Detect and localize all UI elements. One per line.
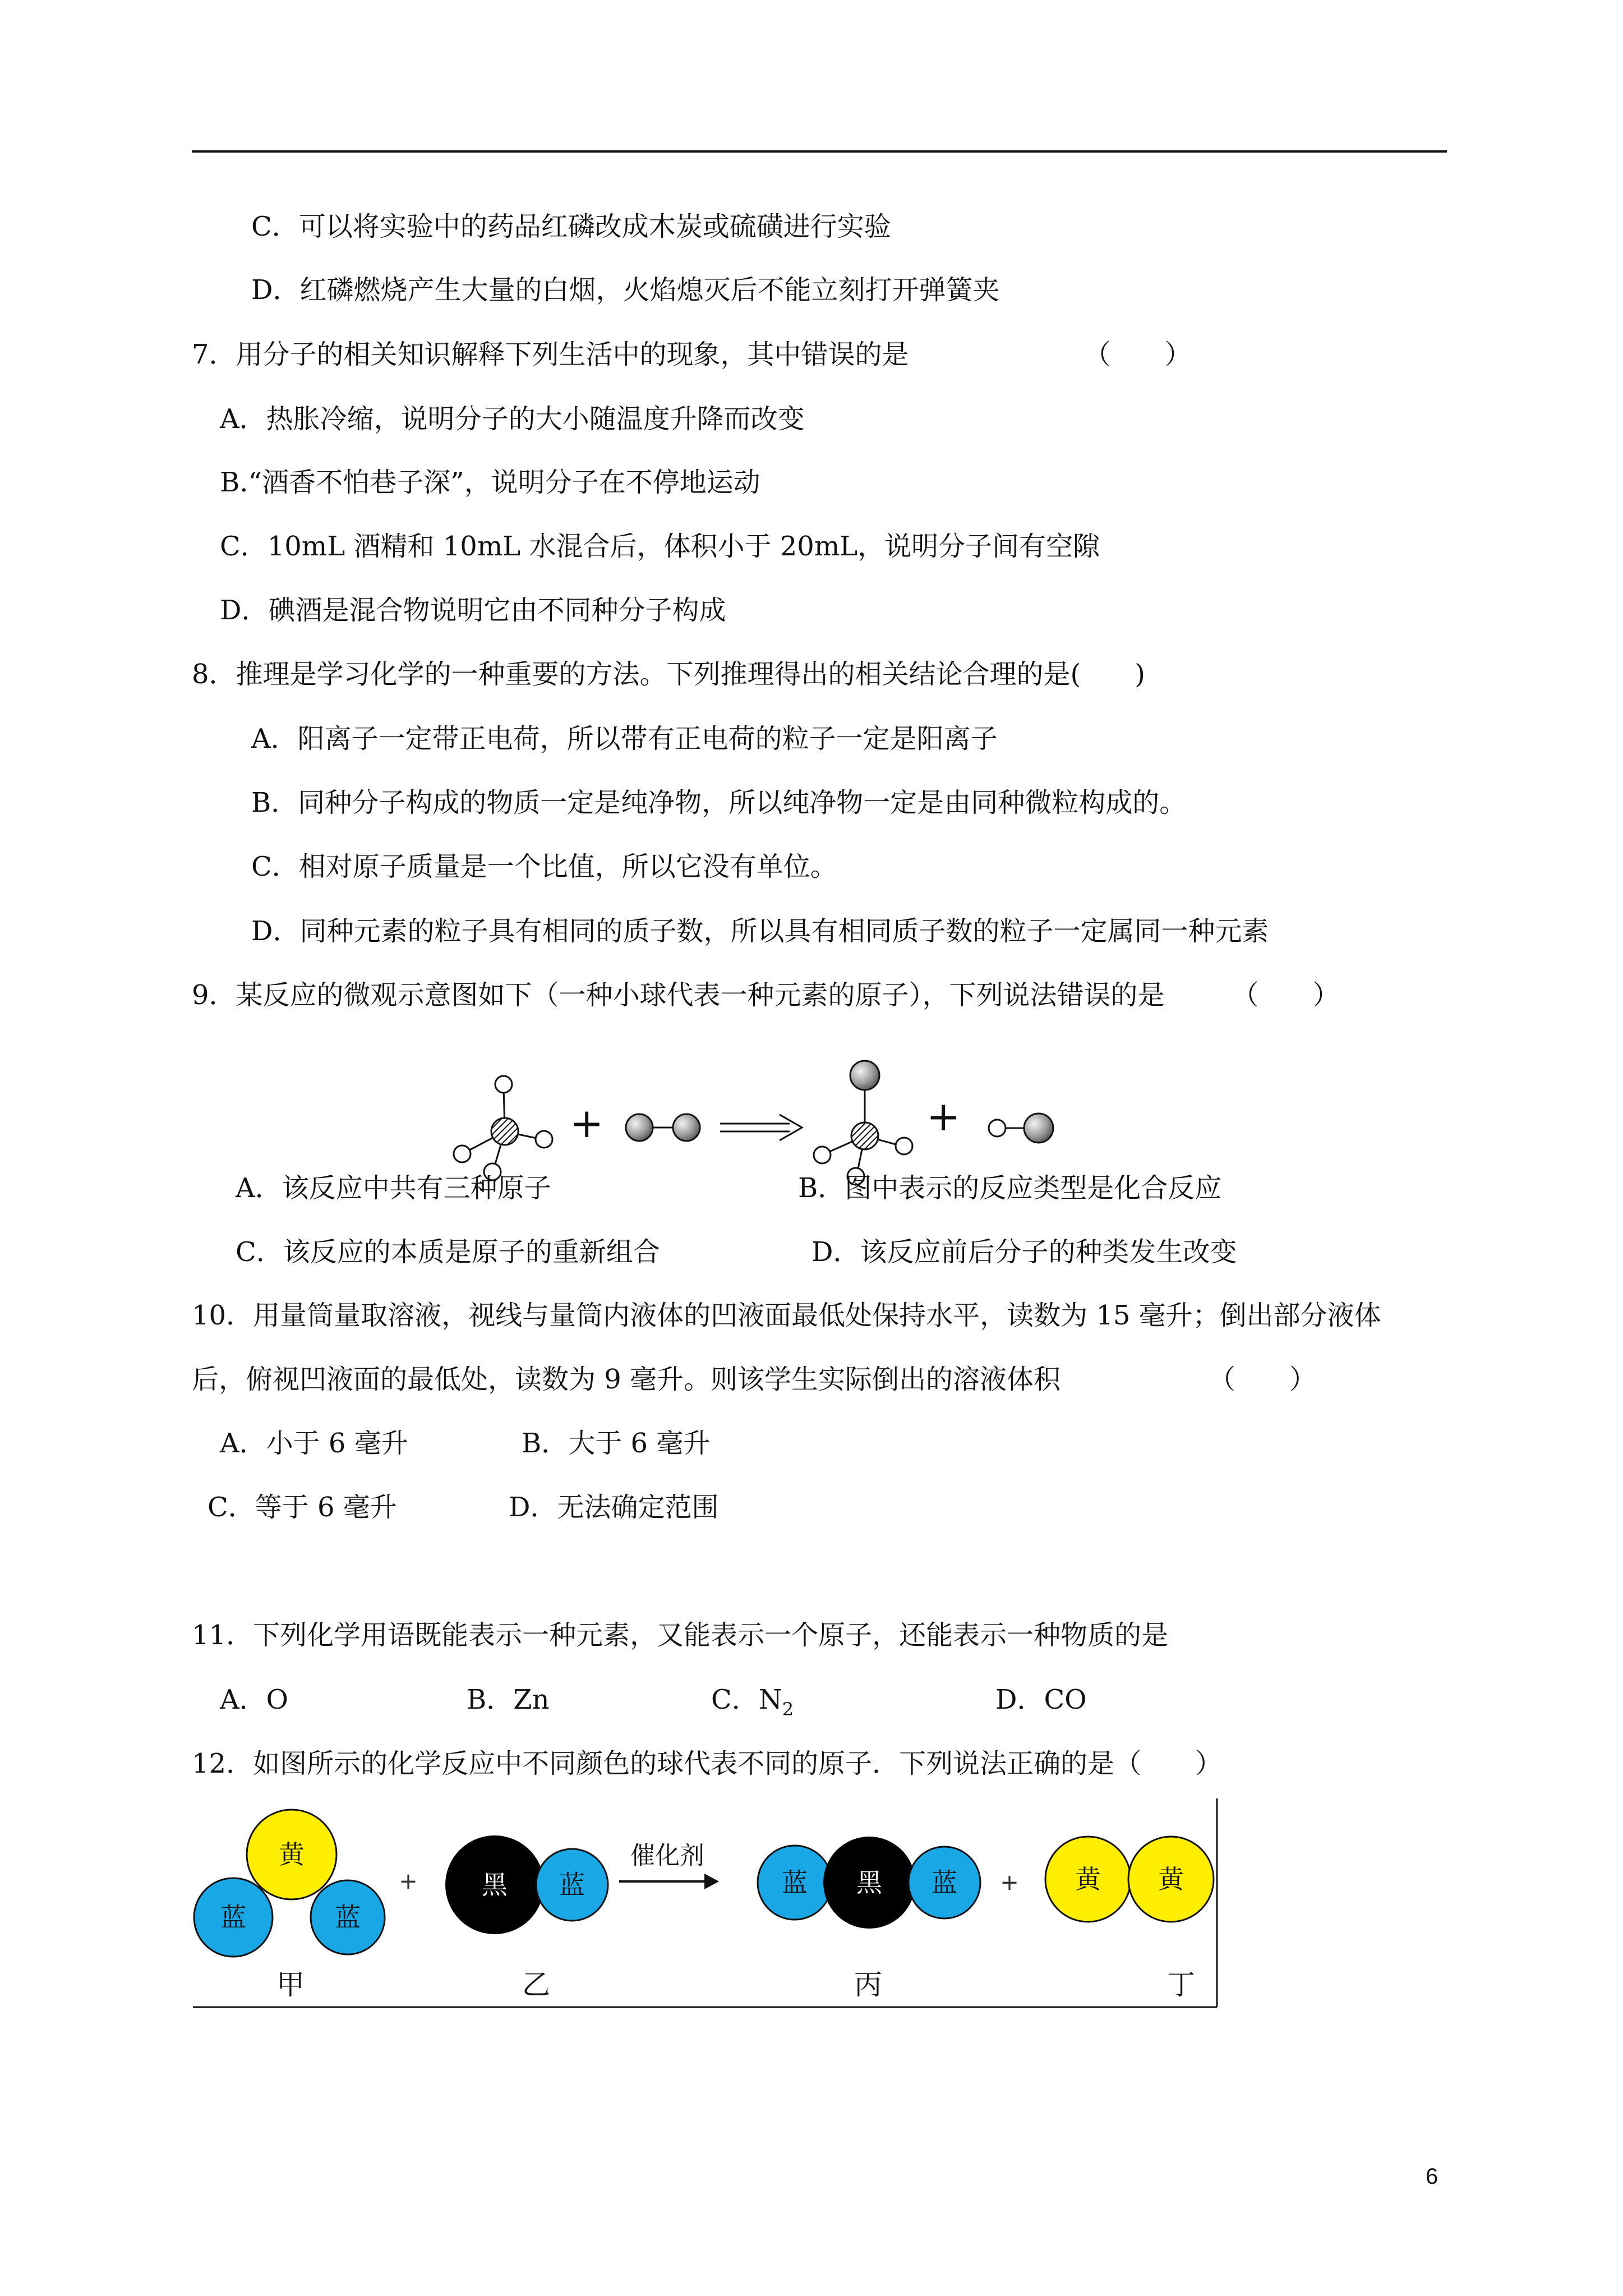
svg-text:黄: 黄 xyxy=(1075,1864,1101,1894)
molecule-ding xyxy=(1045,1837,1214,1922)
svg-text:蓝: 蓝 xyxy=(220,1902,246,1932)
q11-stem: 11．下列化学用语既能表示一种元素，又能表示一个原子，还能表示一种物质的是 xyxy=(192,1619,1169,1651)
q7-option-c: C．10mL 酒精和 10mL 水混合后，体积小于 20mL，说明分子间有空隙 xyxy=(220,531,1100,562)
svg-text:黑: 黑 xyxy=(856,1867,882,1898)
q9-option-c: C．该反应的本质是原子的重新组合 xyxy=(236,1236,660,1268)
page-number: 6 xyxy=(1426,2164,1438,2189)
svg-text:黄: 黄 xyxy=(279,1839,305,1870)
molecule-jia xyxy=(194,1810,385,1957)
q9-stem: 9．某反应的微观示意图如下（一种小球代表一种元素的原子），下列说法错误的是 （ ） xyxy=(192,979,1340,1011)
q10-stem-line2: 后，俯视凹液面的最低处，读数为 9 毫升。则该学生实际倒出的溶液体积 （ ） xyxy=(192,1364,1317,1395)
reactant-molecule-2 xyxy=(626,1114,700,1141)
svg-text:蓝: 蓝 xyxy=(932,1867,957,1898)
plus-sign-1: + xyxy=(570,1099,604,1147)
q11-option-b: B．Zn xyxy=(467,1684,550,1715)
q7-option-b: B.“酒香不怕巷子深”，说明分子在不停地运动 xyxy=(220,467,760,498)
reaction-arrow xyxy=(720,1115,802,1140)
svg-text:蓝: 蓝 xyxy=(559,1870,585,1900)
plus-sign-2: + xyxy=(1000,1870,1019,1895)
q9-option-d: D．该反应前后分子的种类发生改变 xyxy=(811,1236,1237,1268)
q7-option-a: A．热胀冷缩，说明分子的大小随温度升降而改变 xyxy=(220,403,805,435)
catalyst-arrow xyxy=(619,1874,719,1889)
q9-option-b: B．图中表示的反应类型是化合反应 xyxy=(798,1172,1222,1204)
q7-option-d: D．碘酒是混合物说明它由不同种分子构成 xyxy=(220,595,726,626)
label-jia: 甲 xyxy=(276,1968,305,2001)
q10-option-a: A．小于 6 毫升 xyxy=(220,1428,408,1459)
label-yi: 乙 xyxy=(522,1968,550,2001)
label-bing: 丙 xyxy=(854,1968,882,2001)
q10-option-d: D．无法确定范围 xyxy=(509,1492,719,1523)
svg-text:黑: 黑 xyxy=(482,1870,508,1900)
q10-stem-line1: 10．用量筒量取溶液，视线与量筒内液体的凹液面最低处保持水平，读数为 15 毫升；倒出部分液体 xyxy=(192,1300,1381,1331)
q8-option-a: A．阳离子一定带正电荷，所以带有正电荷的粒子一定是阳离子 xyxy=(251,723,998,754)
q8-option-b: B．同种分子构成的物质一定是纯净物，所以纯净物一定是由同种微粒构成的。 xyxy=(251,787,1187,818)
svg-text:蓝: 蓝 xyxy=(335,1902,361,1932)
q10-option-b: B．大于 6 毫升 xyxy=(522,1428,711,1459)
product-molecule-1 xyxy=(814,1061,912,1185)
q7-stem: 7．用分子的相关知识解释下列生活中的现象，其中错误的是 （ ） xyxy=(192,339,1192,370)
molecule-yi xyxy=(445,1835,608,1934)
q12-stem: 12．如图所示的化学反应中不同颜色的球代表不同的原子．下列说法正确的是（ ） xyxy=(192,1748,1223,1779)
q9-option-a: A．该反应中共有三种原子 xyxy=(236,1172,551,1204)
label-ding: 丁 xyxy=(1167,1968,1195,2001)
q6-option-d: D．红磷燃烧产生大量的白烟，火焰熄灭后不能立刻打开弹簧夹 xyxy=(251,274,1000,306)
q8-option-d: D．同种元素的粒子具有相同的质子数，所以具有相同质子数的粒子一定属同一种元素 xyxy=(251,915,1269,947)
header-rule xyxy=(192,150,1447,153)
q8-stem: 8．推理是学习化学的一种重要的方法。下列推理得出的相关结论合理的是( ) xyxy=(192,659,1145,690)
svg-text:黄: 黄 xyxy=(1158,1864,1184,1894)
q11-option-a: A．O xyxy=(220,1684,289,1715)
plus-sign-2: + xyxy=(926,1093,961,1140)
product-molecule-2 xyxy=(989,1114,1053,1143)
subscript-2: 2 xyxy=(782,1699,794,1720)
q6-option-c: C．可以将实验中的药品红磷改成木炭或硫磺进行实验 xyxy=(251,211,891,242)
reactant-molecule-1 xyxy=(454,1076,552,1180)
q8-option-c: C．相对原子质量是一个比值，所以它没有单位。 xyxy=(251,851,837,882)
q12-reaction-diagram xyxy=(193,1798,1219,2009)
catalyst-label: 催化剂 xyxy=(630,1841,704,1870)
molecule-bing xyxy=(758,1837,980,1929)
q11-option-d: D．CO xyxy=(995,1684,1087,1715)
plus-sign-1: + xyxy=(399,1869,418,1894)
q11-option-c: C．$N_2$ xyxy=(711,1684,794,1720)
svg-text:蓝: 蓝 xyxy=(782,1867,808,1898)
q10-option-c: C．等于 6 毫升 xyxy=(208,1492,397,1523)
